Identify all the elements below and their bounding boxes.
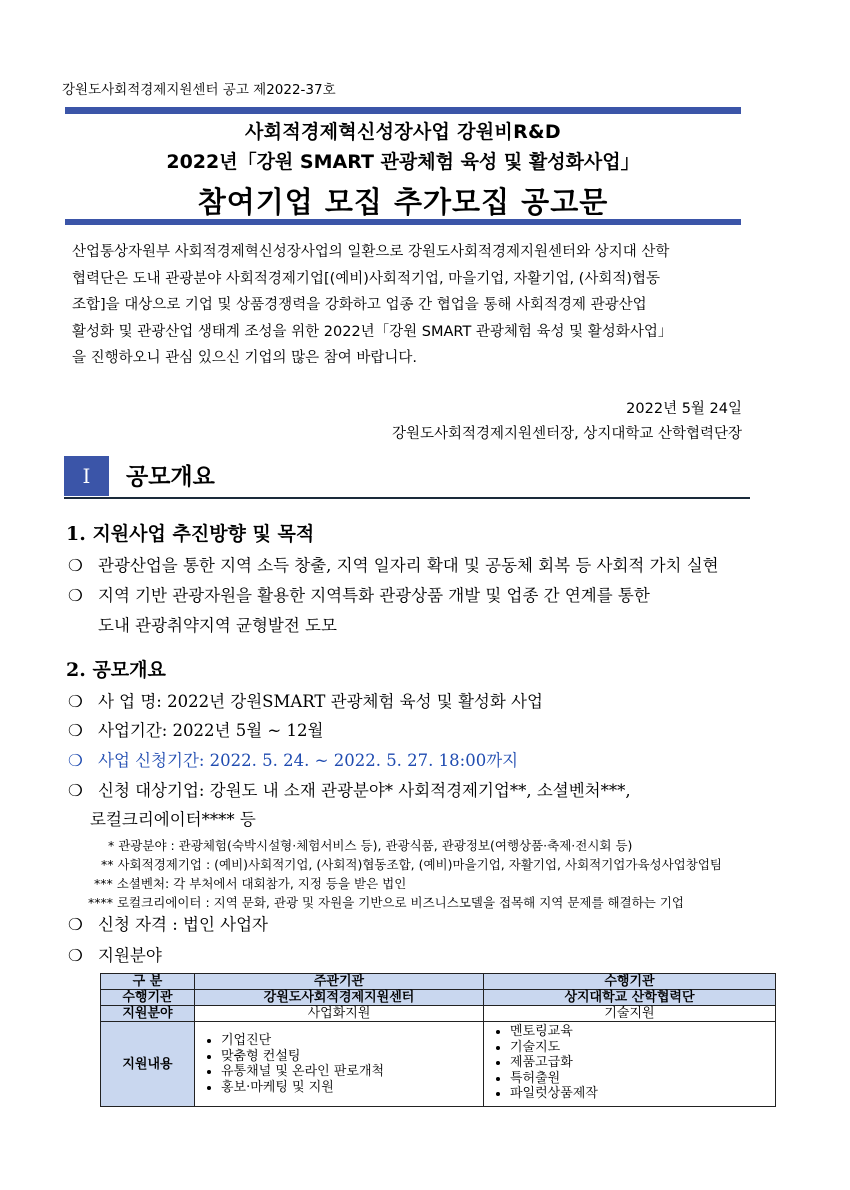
intro-line: 활성화 및 관광산업 생태계 조성을 위한 2022년「강원 SMART 관광체험 육성 및 활성화사업」	[72, 323, 673, 340]
circle-bullet-icon: ❍	[68, 946, 83, 965]
notice-signer: 강원도사회적경제지원센터장, 상지대학교 산학협력단장	[392, 426, 742, 442]
circle-bullet-icon: ❍	[68, 556, 83, 575]
list-item-continuation: 도내 관광취약지역 균형발전 도모	[98, 616, 337, 635]
table-header-cell: 구 분	[101, 974, 195, 990]
table-cell	[195, 1022, 484, 1107]
table-header-cell: 주관기관	[195, 974, 484, 990]
support-content-list	[199, 1033, 479, 1095]
title-line-1: 사회적경제혁신성장사업 강원비R&D	[245, 121, 561, 143]
list-item: ❍ 지역 기반 관광자원을 활용한 지역특화 관광상품 개발 및 업종 간 연계를 통한	[68, 586, 650, 605]
footnote: *** 소셜벤처: 각 부처에서 대회참가, 지정 등을 받은 법인	[94, 876, 407, 891]
table-row	[101, 1006, 776, 1022]
table-cell: 사업화지원	[195, 1006, 484, 1022]
table-row-label: 수행기관	[101, 990, 195, 1006]
table-row-label: 지원분야	[101, 1006, 195, 1022]
list-item: • 맞춤형 컨설팅	[221, 1049, 479, 1065]
list-item: • 제품고급화	[510, 1055, 771, 1071]
footnote: * 관광분야 : 관광체험(숙박시설형·체험서비스 등), 관광식품, 관광정보(여행상품·축제·전시회 등)	[108, 838, 633, 853]
table-row	[101, 1022, 776, 1107]
table-cell: 기술지원	[484, 1006, 776, 1022]
list-item: ❍ 지원분야	[68, 946, 162, 965]
circle-bullet-icon: ❍	[68, 915, 83, 934]
table-row-label: 지원내용	[101, 1022, 195, 1107]
circle-bullet-icon: ❍	[68, 721, 83, 740]
circle-bullet-icon: ❍	[68, 751, 83, 770]
table-header-row	[101, 974, 776, 990]
page-title: 참여기업 모집 추가모집 공고문	[197, 185, 609, 219]
intro-line: 협력단은 도내 관광분야 사회적경제기업[(예비)사회적기업, 마을기업, 자활기업, (사회적)협동	[72, 270, 661, 287]
table-cell	[484, 1022, 776, 1107]
table-row	[101, 990, 776, 1006]
intro-paragraph	[72, 239, 744, 372]
table-cell: 강원도사회적경제지원센터	[195, 990, 484, 1006]
list-item: • 기업진단	[221, 1033, 479, 1049]
list-item: ❍ 사 업 명: 2022년 강원SMART 관광체험 육성 및 활성화 사업	[68, 692, 543, 711]
section-title: 공모개요	[126, 464, 215, 490]
circle-bullet-icon: ❍	[68, 692, 83, 711]
intro-line: 을 진행하오니 관심 있으신 기업의 많은 참여 바랍니다.	[72, 350, 418, 366]
table-header-cell: 수행기관	[484, 974, 776, 990]
list-item: • 멘토링교육	[510, 1024, 771, 1040]
circle-bullet-icon: ❍	[68, 781, 83, 800]
list-item: • 특허출원	[510, 1071, 771, 1087]
list-item: • 유통채널 및 온라인 판로개척	[221, 1064, 479, 1080]
table-cell: 상지대학교 산학협력단	[484, 990, 776, 1006]
intro-line: 산업통상자원부 사회적경제혁신성장사업의 일환으로 강원도사회적경제지원센터와 상지대 산학	[72, 244, 670, 260]
subsection-1-heading: 1. 지원사업 추진방향 및 목적	[66, 523, 315, 545]
notice-number: 강원도사회적경제지원센터 공고 제2022-37호	[62, 82, 336, 98]
support-content-list	[488, 1024, 771, 1102]
list-item-continuation: 로컬크리에이터**** 등	[90, 810, 256, 829]
notice-date: 2022년 5월 24일	[626, 401, 742, 417]
title-top-bar	[65, 107, 741, 114]
section-divider	[64, 497, 750, 499]
list-item: • 파일럿상품제작	[510, 1086, 771, 1102]
list-item: • 홍보·마케팅 및 지원	[221, 1080, 479, 1096]
circle-bullet-icon: ❍	[68, 586, 83, 605]
support-table	[100, 973, 776, 1107]
list-item: ❍ 신청 대상기업: 강원도 내 소재 관광분야* 사회적경제기업**, 소셜벤처***,	[68, 781, 631, 800]
intro-line: 조합]을 대상으로 기업 및 상품경쟁력을 강화하고 업종 간 협업을 통해 사회적경제 관광산업	[72, 297, 647, 313]
list-item: • 기술지도	[510, 1040, 771, 1056]
list-item: ❍ 사업기간: 2022년 5월 ~ 12월	[68, 721, 324, 740]
section-number-badge: I	[64, 456, 109, 496]
list-item: ❍ 신청 자격 : 법인 사업자	[68, 915, 268, 934]
title-bottom-bar	[65, 219, 741, 225]
footnote: ** 사회적경제기업 : (예비)사회적기업, (사회적)협동조합, (예비)마을기업, 자활기업, 사회적기업가육성사업창업팀	[101, 857, 722, 872]
title-line-2: 2022년「강원 SMART 관광체험 육성 및 활성화사업」	[166, 151, 640, 173]
subsection-2-heading: 2. 공모개요	[66, 659, 166, 681]
application-period-item: ❍ 사업 신청기간: 2022. 5. 24. ~ 2022. 5. 27. 18:00까지	[68, 751, 519, 770]
footnote: **** 로컬크리에이터 : 지역 문화, 관광 및 자원을 기반으로 비즈니스모델을 접목해 지역 문제를 해결하는 기업	[88, 895, 684, 910]
list-item: ❍ 관광산업을 통한 지역 소득 창출, 지역 일자리 확대 및 공동체 회복 등 사회적 가치 실현	[68, 556, 719, 575]
